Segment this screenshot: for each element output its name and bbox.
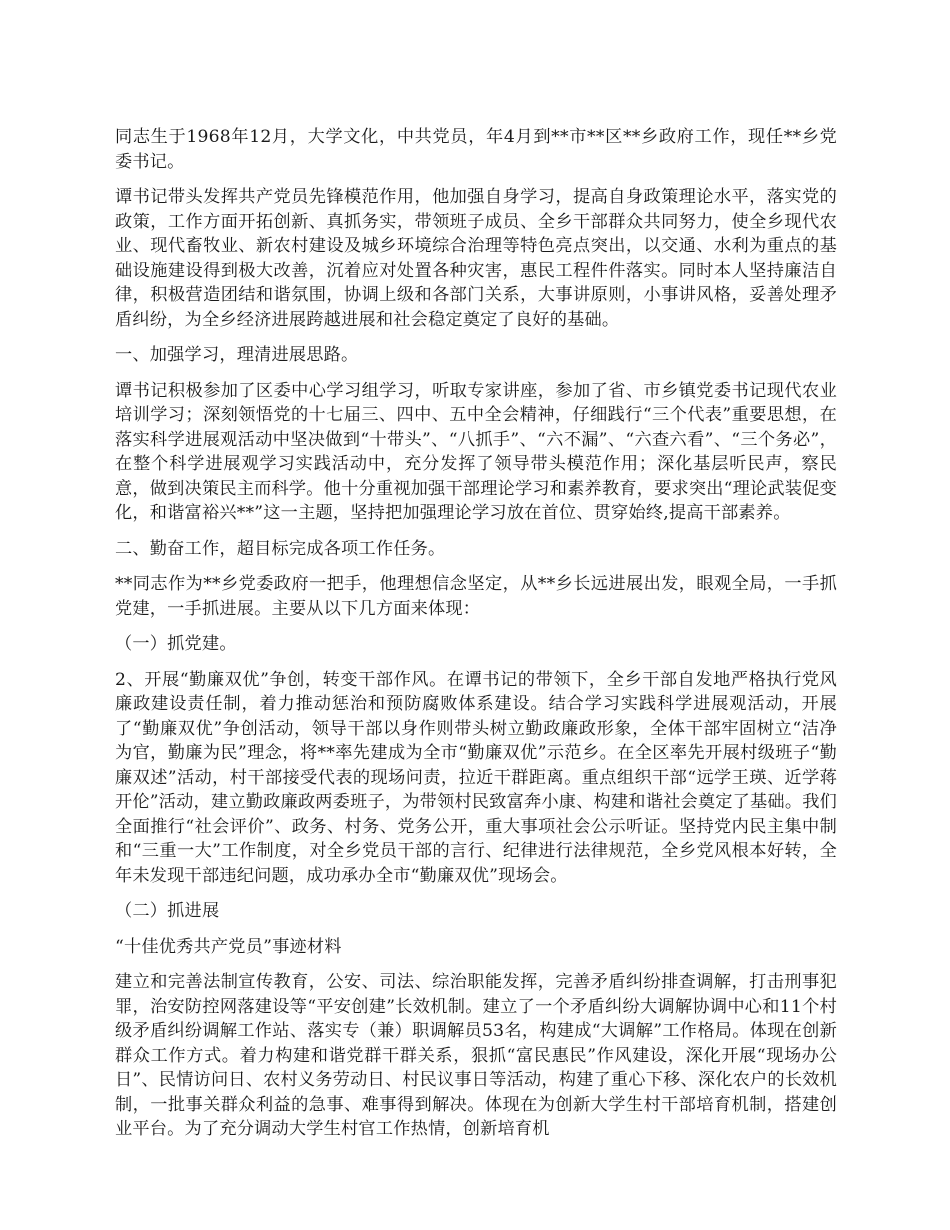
paragraph-legal-system: 建立和完善法制宣传教育，公安、司法、综治职能发挥，完善矛盾纠纷排查调解，打击刑事犯罪，治安防控网落建设等“平安创建”长效机制。建立了一个矛盾纠纷大调解协调中心和11个村级矛盾纠纷调解工作站、落实专（兼）职调解员53名，构建成“大调解”工作格局。体现在创新群众工作方式。着力构建和谐党群干群关系，狠抓“富民惠民”作风建设，深化开展“现场办公日”、民情访问日、农村义务劳动日、村民议事日等活动，构建了重心下移、深化农户的长效机制，一批事关群众利益的急事、难事得到解决。体现在为创新大学生村干部培育机制，搭建创业平台。为了充分调动大学生村官工作热情，创新培育机: [115, 972, 837, 1139]
heading-section-1: 一、加强学习，理清进展思路。: [115, 345, 359, 365]
heading-development: （二）抓进展: [115, 901, 220, 921]
heading-section-2: 二、勤奋工作，超目标完成各项工作任务。: [115, 538, 446, 559]
document-subtitle: “十佳优秀共产党员”事迹材料: [115, 936, 342, 957]
heading-party-building: （一）抓党建。: [115, 634, 237, 654]
document-body: [115, 125, 837, 1153]
paragraph-intro: 同志生于1968年12月，大学文化，中共党员，年4月到**市**区**乡政府工作，现任**乡党委书记。: [115, 127, 837, 172]
paragraph-summary: 谭书记带头发挥共产党员先锋模范作用，他加强自身学习，提高自身政策理论水平，落实党的政策，工作方面开拓创新、真抓务实，带领班子成员、全乡干部群众共同努力，使全乡现代农业、现代畜牧业、新农村建设及城乡环境综合治理等特色亮点突出，以交通、水利为重点的基础设施建设得到极大改善，沉着应对处置各种灾害，惠民工程件件落实。同时本人坚持廉洁自律，积极营造团结和谐氛围，协调上级和各部门关系，大事讲原则，小事讲风格，妥善处理矛盾纠纷，为全乡经济进展跨越进展和社会稳定奠定了良好的基础。: [115, 187, 837, 330]
paragraph-leadership: **同志作为**乡党委政府一把手，他理想信念坚定，从**乡长远进展出发，眼观全局，一手抓党建，一手抓进展。主要从以下几方面来体现：: [115, 574, 837, 619]
paragraph-study: 谭书记积极参加了区委中心学习组学习，听取专家讲座，参加了省、市乡镇党委书记现代农业培训学习；深刻领悟党的十七届三、四中、五中全会精神，仔细践行“三个代表”重要思想，在落实科学进展观活动中坚决做到“十带头”、“八抓手”、“六不漏”、“六查六看”、“三个务必”，在整个科学进展观学习实践活动中，充分发挥了领导带头模范作用；深化基层听民声，察民意，做到决策民主而科学。他十分重视加强干部理论学习和素养教育，要求突出“理论武装促变化，和谐富裕兴**”这一主题，坚持把加强理论学习放在首位、贯穿始终,提高干部素养。: [115, 380, 837, 523]
paragraph-integrity: 2、开展“勤廉双优”争创，转变干部作风。在谭书记的带领下，全乡干部自发地严格执行党风廉政建设责任制，着力推动惩治和预防腐败体系建设。结合学习实践科学进展观活动，开展了“勤廉双优”争创活动，领导干部以身作则带头树立勤政廉政形象，全体干部牢固树立“洁净为官，勤廉为民”理念，将**率先建成为全市“勤廉双优”示范乡。在全区率先开展村级班子“勤廉双述”活动，村干部接受代表的现场问责，拉近干群距离。重点组织干部“远学王瑛、近学蒋开伦”活动，建立勤政廉政两委班子，为带领村民致富奔小康、构建和谐社会奠定了基础。我们全面推行“社会评价”、政务、村务、党务公开，重大事项社会公示听证。坚持党内民主集中制和“三重一大”工作制度，对全乡党员干部的言行、纪律进行法律规范，全乡党风根本好转，全年未发现干部违纪问题，成功承办全市“勤廉双优”现场会。: [115, 669, 837, 886]
